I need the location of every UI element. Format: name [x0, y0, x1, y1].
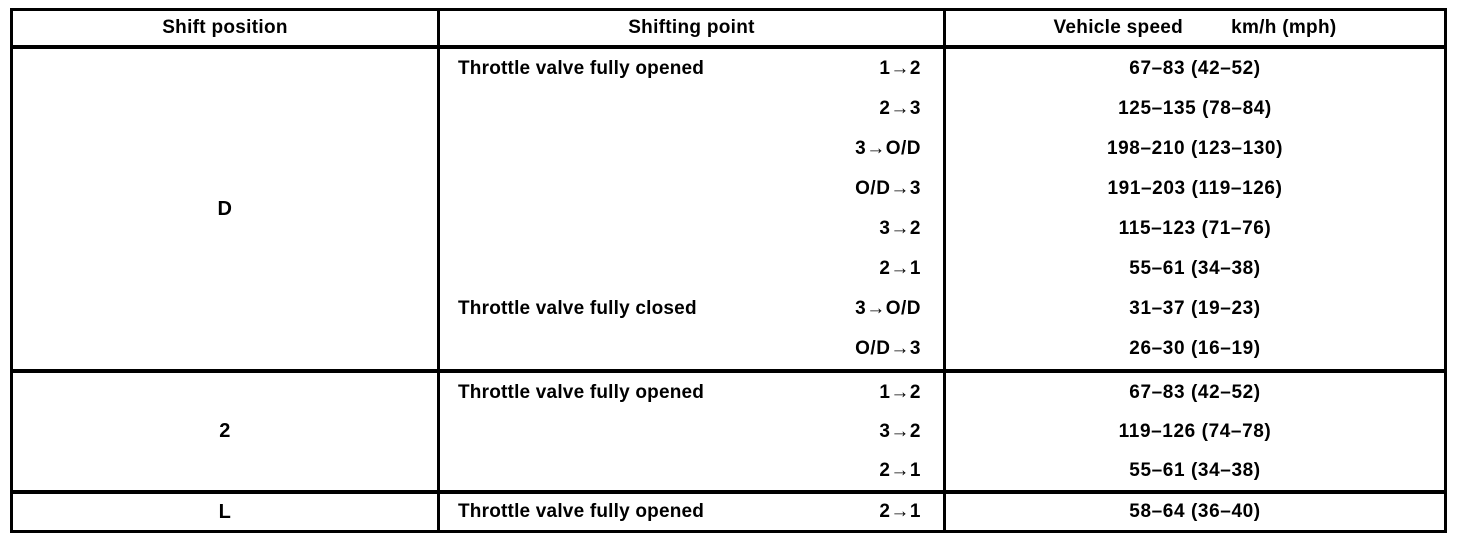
vehicle-speed-value: 55–61 (34–38) [1129, 258, 1261, 279]
shifting-point-cell [440, 289, 946, 329]
gear-shift-label: 3→2 [879, 420, 921, 442]
shifting-point-cell [440, 329, 946, 369]
header-vehicle-speed-label: Vehicle speed [1053, 17, 1184, 38]
shifting-point-cell [440, 169, 946, 209]
shift-position-cell: 2 [13, 373, 440, 490]
shifting-point-cell [440, 129, 946, 169]
shifting-point-cell [440, 373, 946, 412]
section-shift-position-d [13, 49, 1444, 369]
section-shift-position-l [13, 490, 1444, 530]
table-row [440, 89, 1444, 129]
table-header-row [13, 11, 1444, 49]
vehicle-speed-value: 67–83 (42–52) [1129, 58, 1261, 79]
shifting-point-cell [440, 249, 946, 289]
shift-position-cell: D [13, 49, 440, 369]
table-row [440, 412, 1444, 451]
header-shifting-point: Shifting point [440, 11, 946, 45]
gear-shift-label: 1→2 [879, 381, 921, 403]
header-shift-position: Shift position [13, 11, 440, 45]
gear-shift-label: O/D→3 [855, 178, 921, 199]
table-row [440, 494, 1444, 530]
vehicle-speed-value: 125–135 (78–84) [1118, 98, 1272, 119]
header-vehicle-speed [946, 11, 1444, 45]
section-rows [440, 494, 1444, 530]
table-row [440, 169, 1444, 209]
shifting-point-cell [440, 49, 946, 89]
vehicle-speed-value: 67–83 (42–52) [1129, 381, 1261, 403]
vehicle-speed-value: 198–210 (123–130) [1106, 138, 1284, 159]
gear-shift-label: 2→3 [879, 98, 921, 119]
vehicle-speed-value: 119–126 (74–78) [1118, 420, 1272, 442]
table-row [440, 209, 1444, 249]
header-speed-unit-label: km/h (mph) [1231, 17, 1337, 38]
gear-shift-label: 3→O/D [855, 138, 921, 159]
throttle-condition-label: Throttle valve fully closed [458, 298, 697, 319]
gear-shift-label: 3→2 [879, 218, 921, 239]
shifting-point-cell [440, 89, 946, 129]
vehicle-speed-value: 31–37 (19–23) [1129, 298, 1261, 319]
table-row [440, 329, 1444, 369]
shifting-point-cell [440, 412, 946, 451]
gear-shift-label: 1→2 [879, 58, 921, 79]
shift-point-table [10, 8, 1447, 533]
gear-shift-label: O/D→3 [855, 338, 921, 359]
vehicle-speed-value: 58–64 (36–40) [1129, 501, 1261, 522]
section-rows [440, 373, 1444, 490]
shifting-point-cell [440, 209, 946, 249]
table-row [440, 49, 1444, 89]
table-row [440, 249, 1444, 289]
section-shift-position-2 [13, 369, 1444, 490]
throttle-condition-label: Throttle valve fully opened [458, 381, 705, 403]
gear-shift-label: 3→O/D [855, 298, 921, 319]
vehicle-speed-value: 191–203 (119–126) [1107, 178, 1283, 199]
shifting-point-cell [440, 451, 946, 490]
gear-shift-label: 2→1 [879, 459, 921, 481]
throttle-condition-label: Throttle valve fully opened [458, 501, 705, 522]
table-row [440, 289, 1444, 329]
section-rows [440, 49, 1444, 369]
table-row [440, 451, 1444, 490]
table-row [440, 129, 1444, 169]
shifting-point-cell [440, 494, 946, 530]
table-row [440, 373, 1444, 412]
vehicle-speed-value: 26–30 (16–19) [1129, 338, 1261, 359]
throttle-condition-label: Throttle valve fully opened [458, 58, 705, 79]
vehicle-speed-value: 115–123 (71–76) [1118, 218, 1272, 239]
shift-position-cell: L [13, 494, 440, 530]
gear-shift-label: 2→1 [879, 258, 921, 279]
vehicle-speed-value: 55–61 (34–38) [1129, 459, 1261, 481]
gear-shift-label: 2→1 [879, 501, 921, 522]
